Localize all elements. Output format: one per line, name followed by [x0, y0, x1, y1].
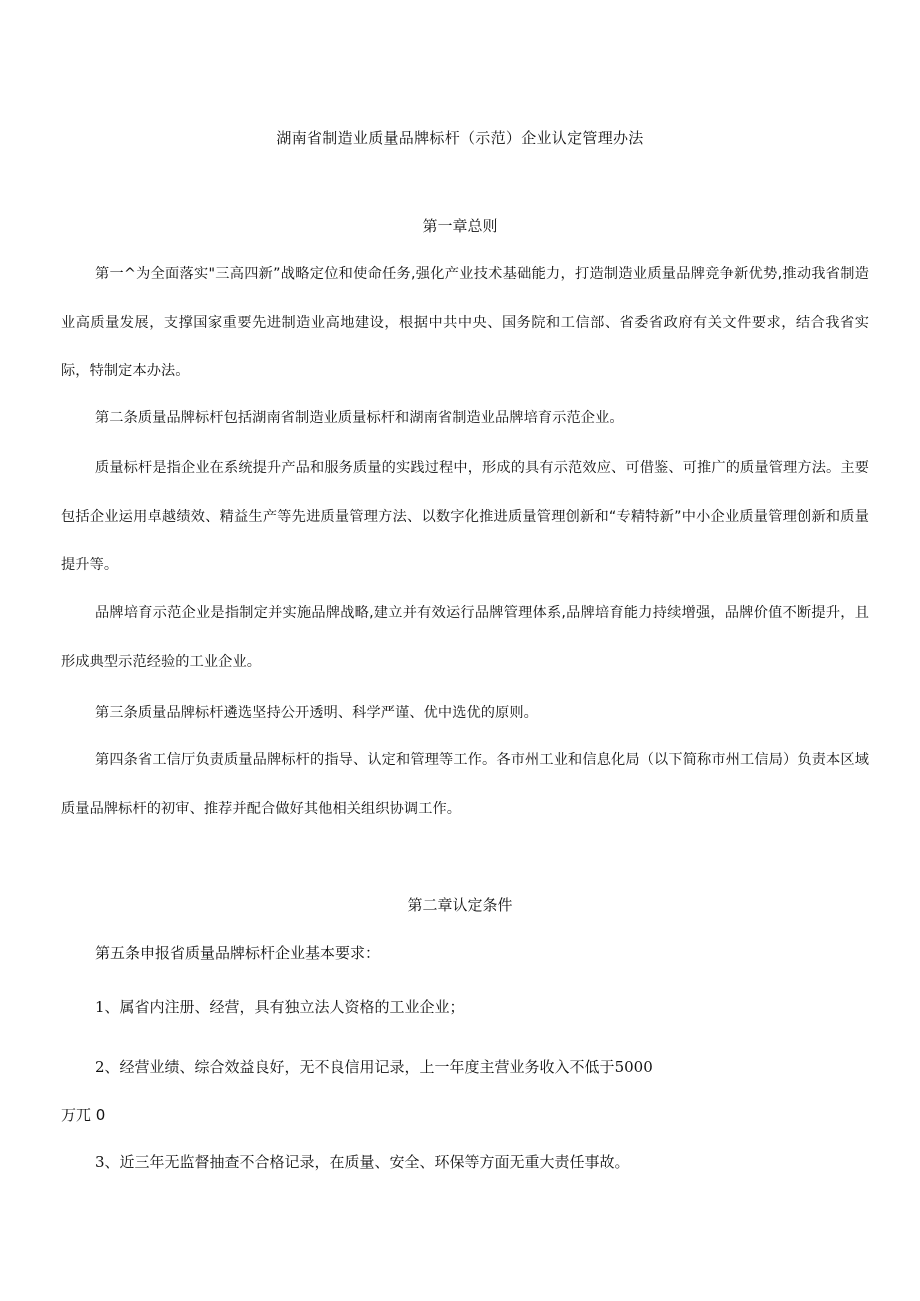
requirement-item-2-continuation: 万兀 0	[61, 1106, 106, 1124]
requirement-item-1	[95, 996, 465, 1018]
article-1-paragraph: 第一^为全面落实"三高四新”战略定位和使命任务,强化产业技术基础能力，打造制造业质量品牌竞争新优势,推动我省制造业高质量发展，支撑国家重要先进制造业高地建设，根据中共中央、国务院和工信部、省委省政府有关文件要求，结合我省实际，特制定本办法。	[61, 266, 869, 379]
requirement-item-3	[95, 1151, 630, 1173]
brand-demo-paragraph: 品牌培育示范企业是指制定并实施品牌战略,建立并有效运行品牌管理体系,品牌培育能力持续增强，品牌价值不断提升，且形成典型示范经验的工业企业。	[61, 605, 869, 670]
article-4-paragraph: 第四条省工信厅负责质量品牌标杆的指导、认定和管理等工作。各市州工业和信息化局（以下简称市州工信局）负责本区域质量品牌标杆的初审、推荐并配合做好其他相关组织协调工作。	[61, 752, 869, 817]
requirement-item-2	[95, 1056, 653, 1078]
item-text: 、近三年无监督抽查不合格记录，在质量、安全、环保等方面无重大责任事故。	[104, 1153, 630, 1171]
chapter-1-heading: 第一章总则	[422, 217, 498, 235]
article-2-paragraph: 第二条质量品牌标杆包括湖南省制造业质量标杆和湖南省制造业品牌培育示范企业。	[95, 410, 624, 426]
chapter-2-heading: 第二章认定条件	[407, 896, 513, 914]
item-number: 3	[95, 1153, 105, 1171]
item-text: 、经营业绩、综合效益良好，无不良信用记录，上一年度主营业务收入不低于	[104, 1058, 615, 1076]
article-3-paragraph: 第三条质量品牌标杆遴选坚持公开透明、科学严谨、优中选优的原则。	[95, 705, 538, 721]
document-title: 湖南省制造业质量品牌标杆（示范）企业认定管理办法	[276, 129, 644, 147]
quality-benchmark-paragraph: 质量标杆是指企业在系统提升产品和服务质量的实践过程中，形成的具有示范效应、可借鉴、可推广的质量管理方法。主要包括企业运用卓越绩效、精益生产等先进质量管理方法、以数字化推进质量管理创新和“专精特新”中小企业质量管理创新和质量提升等。	[61, 460, 869, 573]
article-5-paragraph: 第五条申报省质量品牌标杆企业基本要求：	[95, 944, 381, 962]
revenue-threshold: 5000	[614, 1058, 653, 1076]
item-number: 2	[95, 1058, 105, 1076]
item-number: 1	[95, 998, 105, 1016]
item-text: 、属省内注册、经营，具有独立法人资格的工业企业；	[104, 998, 465, 1016]
